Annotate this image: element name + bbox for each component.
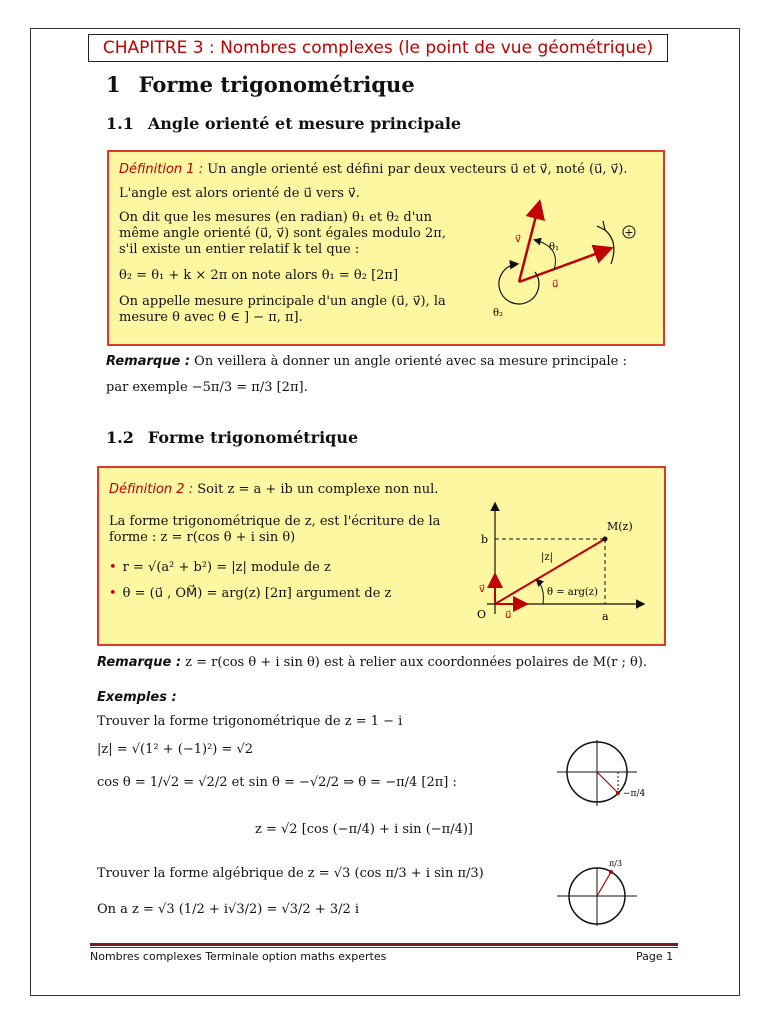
v-label: v⃗: [479, 584, 485, 595]
definition-2-line-1: Soit z = a + ib un complexe non nul.: [197, 482, 439, 497]
remark-2-line: [97, 655, 647, 671]
definition-2-bullet-2: [109, 586, 391, 602]
orientation-plus-sign: +: [624, 226, 634, 239]
theta-2-label: θ₂: [493, 308, 504, 319]
footer-rule: [90, 943, 678, 946]
example-1-title: Trouver la forme trigonométrique de z = 1 − i: [97, 714, 403, 729]
definition-1-line-4: même angle orienté (u⃗, v⃗) sont égales modulo 2π,: [119, 226, 446, 241]
definition-1-line-5: s'il existe un entier relatif k tel que :: [119, 242, 360, 257]
definition-1-line-6: θ₂ = θ₁ + k × 2π on note alors θ₁ = θ₂ [2π]: [119, 268, 399, 283]
subsection-1-1-heading: [106, 114, 475, 133]
theta-1-label: θ₁: [549, 242, 560, 253]
a-label: a: [602, 610, 609, 623]
definition-2-line-3: forme : z = r(cos θ + i sin θ): [109, 530, 296, 545]
definition-1-line-1: Un angle orienté est défini par deux vecteurs u⃗ et v⃗, noté (u⃗, v⃗).: [207, 162, 628, 177]
definition-2-line-2: La forme trigonométrique de z, est l'écriture de la: [109, 514, 441, 529]
orientation-arc: [605, 230, 614, 264]
unit-circle-figure-1: [553, 738, 653, 812]
theta-2-arc: [499, 264, 539, 304]
subsection-1-2-number: 1.2: [106, 428, 134, 447]
bullet-1-text: r = √(a² + b²) = |z| module de z: [122, 560, 331, 575]
subsection-1-1-title: Angle orienté et mesure principale: [147, 114, 462, 133]
complex-plane-figure: [465, 496, 655, 636]
oriented-angle-figure: [469, 192, 649, 342]
definition-2-bullet-1: [109, 560, 331, 576]
remark-2-text: z = r(cos θ + i sin θ) est à relier aux coordonnées polaires de M(r ; θ).: [185, 655, 648, 670]
bullet-icon: •: [109, 560, 117, 575]
argument-label: θ = arg(z): [547, 587, 598, 598]
definition-2-label: Définition 2 :: [109, 482, 194, 497]
section-1-heading: [106, 72, 433, 97]
modulus-label: |z|: [541, 552, 554, 563]
definition-1-label: Définition 1 :: [119, 162, 204, 177]
remark-2-label: Remarque :: [97, 655, 182, 670]
unit-circle-figure-2: [553, 858, 653, 928]
examples-heading: [97, 690, 177, 706]
subsection-1-2-title: Forme trigonométrique: [147, 428, 359, 447]
vector-u-label: u⃗: [552, 279, 559, 290]
definition-1-line-7: On appelle mesure principale d'un angle (u⃗, v⃗), la: [119, 294, 446, 309]
circle-2-radius: [597, 872, 611, 896]
remark-1-line-1: [106, 354, 627, 370]
examples-label: Exemples :: [97, 690, 177, 705]
orientation-arrowhead: [597, 221, 605, 230]
example-2-result: On a z = √3 (1/2 + i√3/2) = √3/2 + 3/2 i: [97, 902, 360, 917]
example-1-angle: cos θ = 1/√2 = √2/2 et sin θ = −√2/2 ⇒ θ = −π/4 [2π] :: [97, 775, 457, 790]
circle-1-point: [616, 791, 620, 795]
definition-2-box: [97, 466, 666, 646]
definition-2-first-line: [109, 482, 438, 498]
example-2-title: Trouver la forme algébrique de z = √3 (cos π/3 + i sin π/3): [97, 866, 484, 881]
definition-1-line-8: mesure θ avec θ ∈ ] − π, π].: [119, 310, 303, 325]
remark-1-line-2: par exemple −5π/3 = π/3 [2π].: [106, 380, 308, 395]
subsection-1-1-number: 1.1: [106, 114, 134, 133]
remark-1-text: On veillera à donner un angle orienté avec sa mesure principale :: [194, 354, 627, 369]
circle-2-point: [609, 870, 613, 874]
circle-1-angle-label: −π/4: [623, 789, 646, 799]
u-label: u⃗: [505, 610, 512, 621]
chapter-title: CHAPITRE 3 : Nombres complexes (le point de vue géométrique): [88, 34, 668, 62]
origin-label: O: [477, 608, 487, 621]
footer-rule-thin: [90, 947, 678, 948]
argument-arc: [537, 580, 543, 604]
vector-u-arrow: [519, 249, 609, 282]
definition-1-first-line: [119, 162, 628, 178]
footer-left: Nombres complexes Terminale option maths expertes: [90, 950, 387, 963]
remark-1-label: Remarque :: [106, 354, 191, 369]
subsection-1-2-heading: [106, 428, 372, 447]
section-1-title: Forme trigonométrique: [138, 72, 415, 97]
vector-v-label: v⃗: [515, 234, 521, 245]
example-1-result: z = √2 [cos (−π/4) + i sin (−π/4)]: [255, 822, 473, 837]
section-1-number: 1: [106, 72, 121, 97]
vector-v-arrow: [519, 204, 539, 282]
b-label: b: [481, 533, 489, 546]
circle-1-radius: [597, 772, 618, 793]
circle-2-angle-label: π/3: [609, 859, 623, 868]
bullet-2-text: θ = (u⃗ , OM⃗) = arg(z) [2π] argument de z: [122, 586, 392, 601]
definition-1-box: [107, 150, 665, 346]
bullet-icon: •: [109, 586, 117, 601]
footer-page-number: Page 1: [636, 950, 674, 963]
point-m-label: M(z): [607, 520, 633, 533]
definition-1-line-3: On dit que les mesures (en radian) θ₁ et θ₂ d'un: [119, 210, 433, 225]
definition-1-line-2: L'angle est alors orienté de u⃗ vers v⃗.: [119, 186, 360, 201]
example-1-modulus: |z| = √(1² + (−1)²) = √2: [97, 742, 254, 757]
